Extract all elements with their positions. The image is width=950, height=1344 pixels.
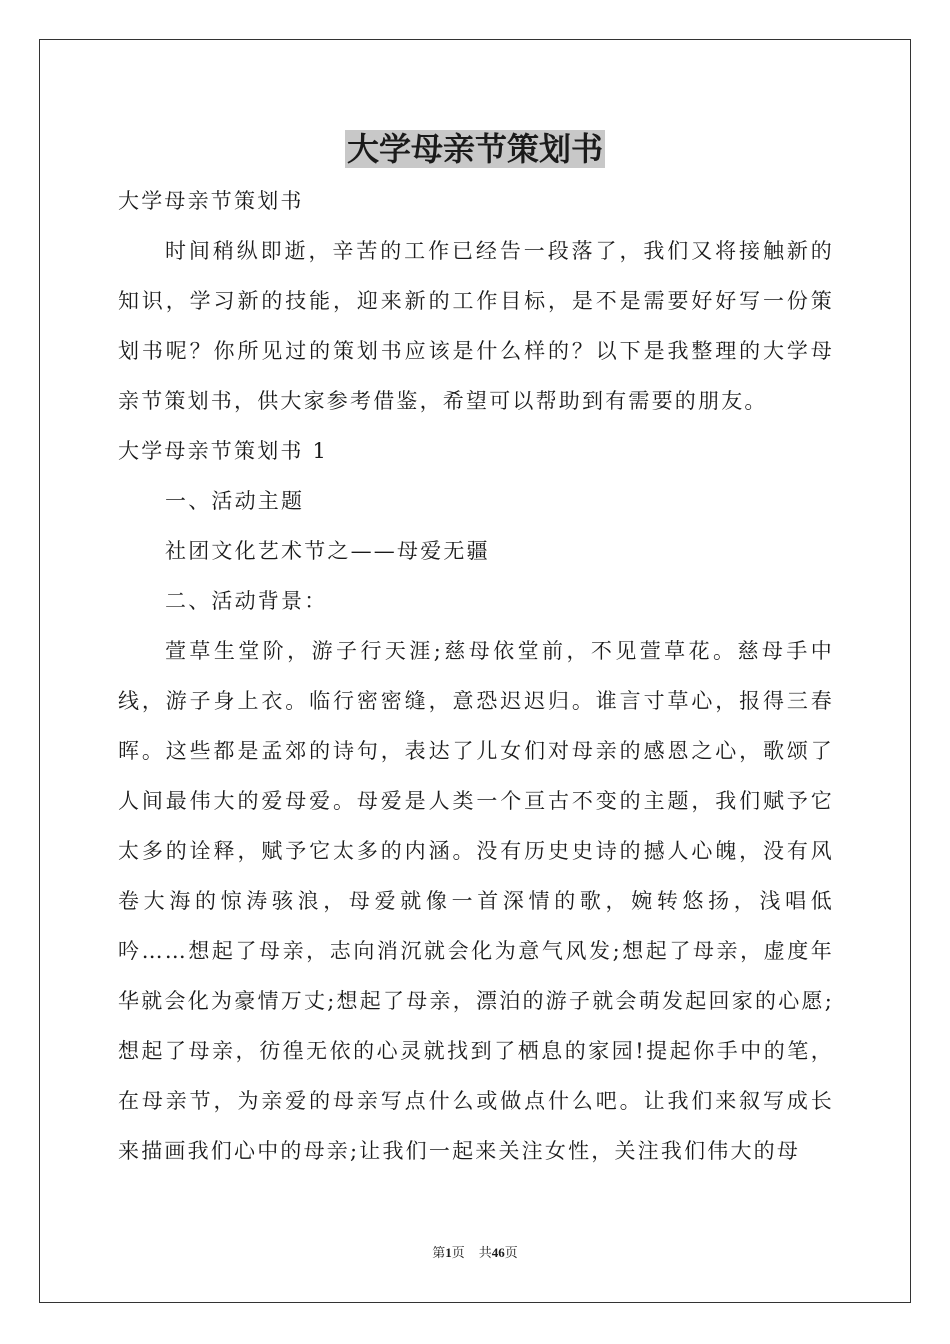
page-footer <box>0 1243 950 1263</box>
total-pages: 46 <box>491 1245 505 1260</box>
section-subheading: 二、活动背景： <box>165 589 328 613</box>
body-paragraph: 大学母亲节策划书 <box>118 189 304 213</box>
page-number: 1 <box>445 1245 452 1260</box>
page-label-prefix: 第 <box>432 1245 446 1260</box>
total-label-suffix: 页 <box>504 1245 518 1260</box>
section-heading: 大学母亲节策划书 1 <box>118 439 329 463</box>
section-subheading: 一、活动主题 <box>165 489 305 513</box>
total-label-prefix: 共 <box>478 1245 492 1260</box>
body-paragraph: 萱草生堂阶，游子行天涯;慈母依堂前，不见萱草花。慈母手中线，游子身上衣。临行密密缝，意恐迟迟归。谁言寸草心，报得三春晖。这些都是孟郊的诗句，表达了儿女们对母亲的感恩之心，歌颂了人间最伟大的爱母爱。母爱是人类一个亘古不变的主题，我们赋予它太多的诠释，赋予它太多的内涵。没有历史史诗的撼人心魄，没有风卷大海的惊涛骇浪，母爱就像一首深情的歌，婉转悠扬，浅唱低吟……想起了母亲，志向消沉就会化为意气风发;想起了母亲，虚度年华就会化为豪情万丈;想起了母亲，漂泊的游子就会萌发起回家的心愿;想起了母亲，彷徨无依的心灵就找到了栖息的家园!提起你手中的笔，在母亲节，为亲爱的母亲写点什么或做点什么吧。让我们来叙写成长来描画我们心中的母亲;让我们一起来关注女性，关注我们伟大的母 <box>118 639 834 1163</box>
document-title <box>0 127 950 171</box>
document-body <box>118 176 834 1176</box>
body-paragraph: 时间稍纵即逝，辛苦的工作已经告一段落了，我们又将接触新的知识，学习新的技能，迎来新的工作目标，是不是需要好好写一份策划书呢？你所见过的策划书应该是什么样的？以下是我整理的大学母亲节策划书，供大家参考借鉴，希望可以帮助到有需要的朋友。 <box>118 239 834 413</box>
body-paragraph: 社团文化艺术节之——母爱无疆 <box>165 539 490 563</box>
document-title-text: 大学母亲节策划书 <box>346 130 603 168</box>
page-label-suffix: 页 <box>451 1245 465 1260</box>
